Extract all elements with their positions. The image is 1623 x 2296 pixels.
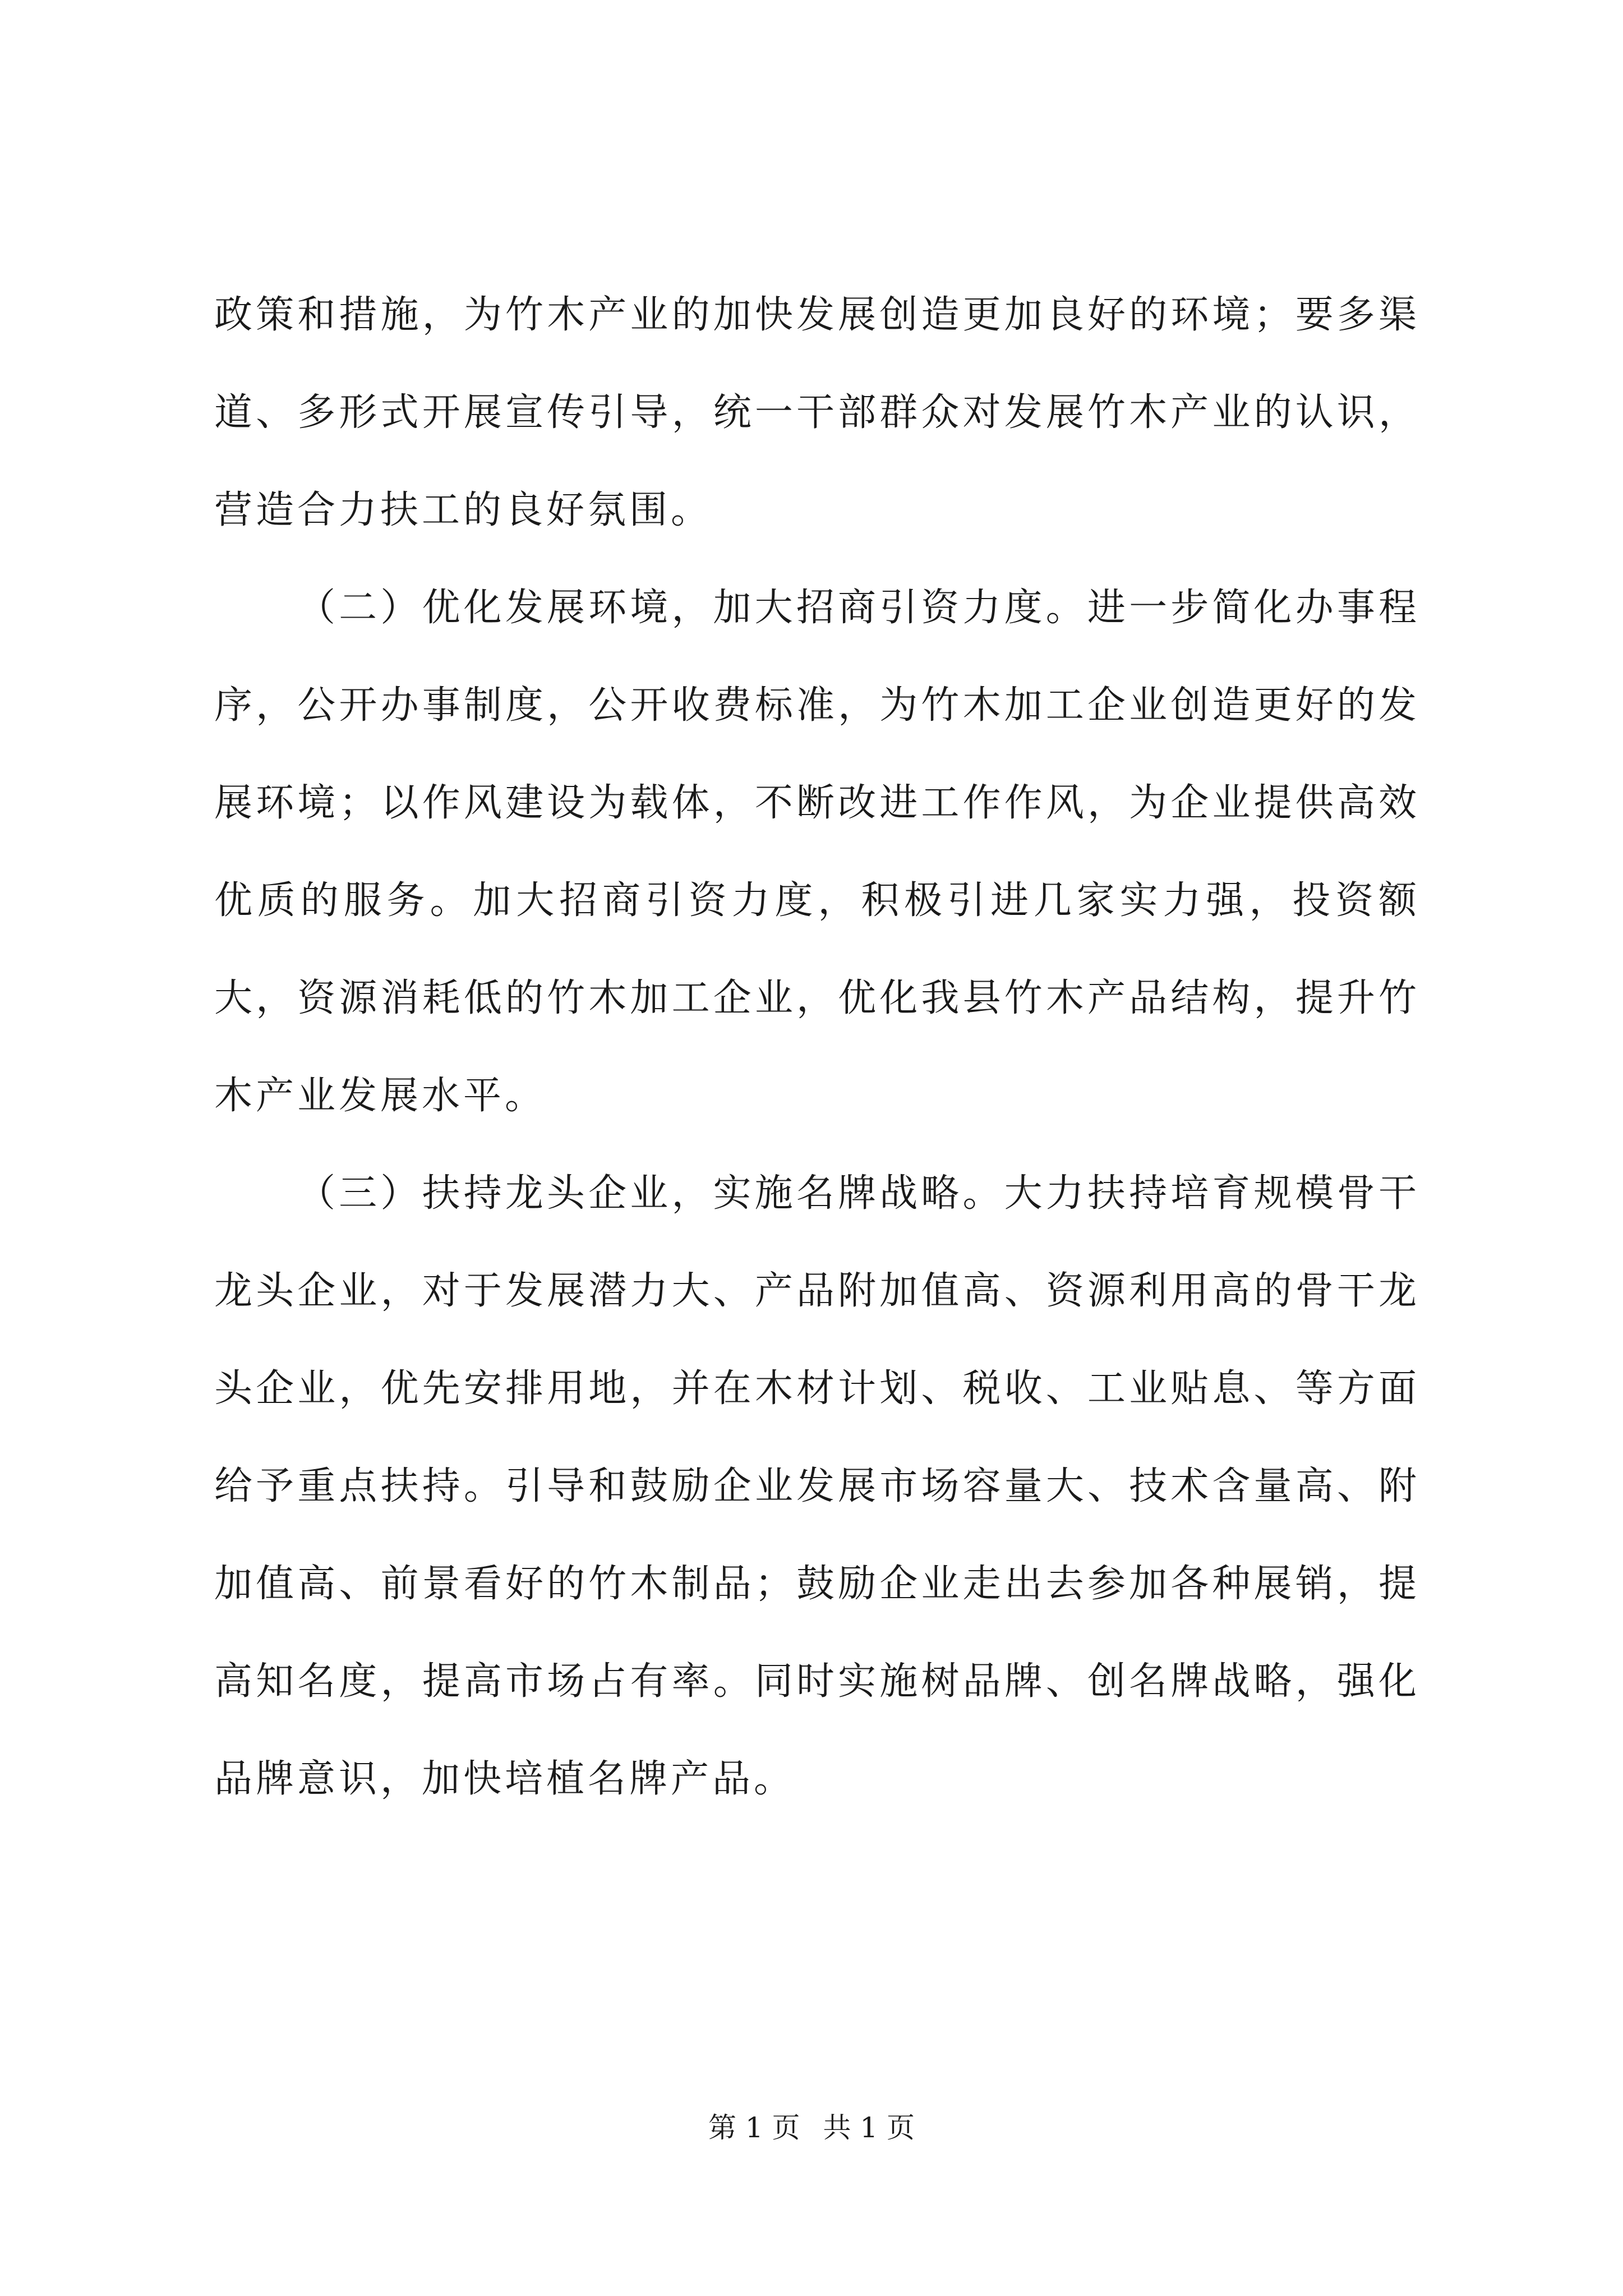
document-body: [214, 266, 1420, 1828]
page-footer: [0, 2108, 1623, 2147]
paragraph-policy-continuation: 政策和措施，为竹木产业的加快发展创造更加良好的环境；要多渠道、多形式开展宣传引导，统一干部群众对发展竹木产业的认识，营造合力扶工的良好氛围。: [214, 293, 1420, 532]
paragraph-optimize-environment: （二）优化发展环境，加大招商引资力度。进一步简化办事程序，公开办事制度，公开收费标准，为竹木加工企业创造更好的发展环境；以作风建设为载体，不断改进工作作风，为企业提供高效优质的服务。加大招商引资力度，积极引进几家实力强，投资额大，资源消耗低的竹木加工企业，优化我县竹木产品结构，提升竹木产业发展水平。: [214, 586, 1420, 1118]
paragraph-support-leading-enterprises: （三）扶持龙头企业，实施名牌战略。大力扶持培育规模骨干龙头企业，对于发展潜力大、产品附加值高、资源利用高的骨干龙头企业，优先安排用地，并在木材计划、税收、工业贴息、等方面给予重点扶持。引导和鼓励企业发展市场容量大、技术含量高、附加值高、前景看好的竹木制品；鼓励企业走出去参加各种展销，提高知名度，提高市场占有率。同时实施树品牌、创名牌战略，强化品牌意识，加快培植名牌产品。: [214, 1171, 1420, 1801]
page-number: 第 1 页: [708, 2111, 800, 2144]
page-total: 共 1 页: [823, 2111, 915, 2144]
